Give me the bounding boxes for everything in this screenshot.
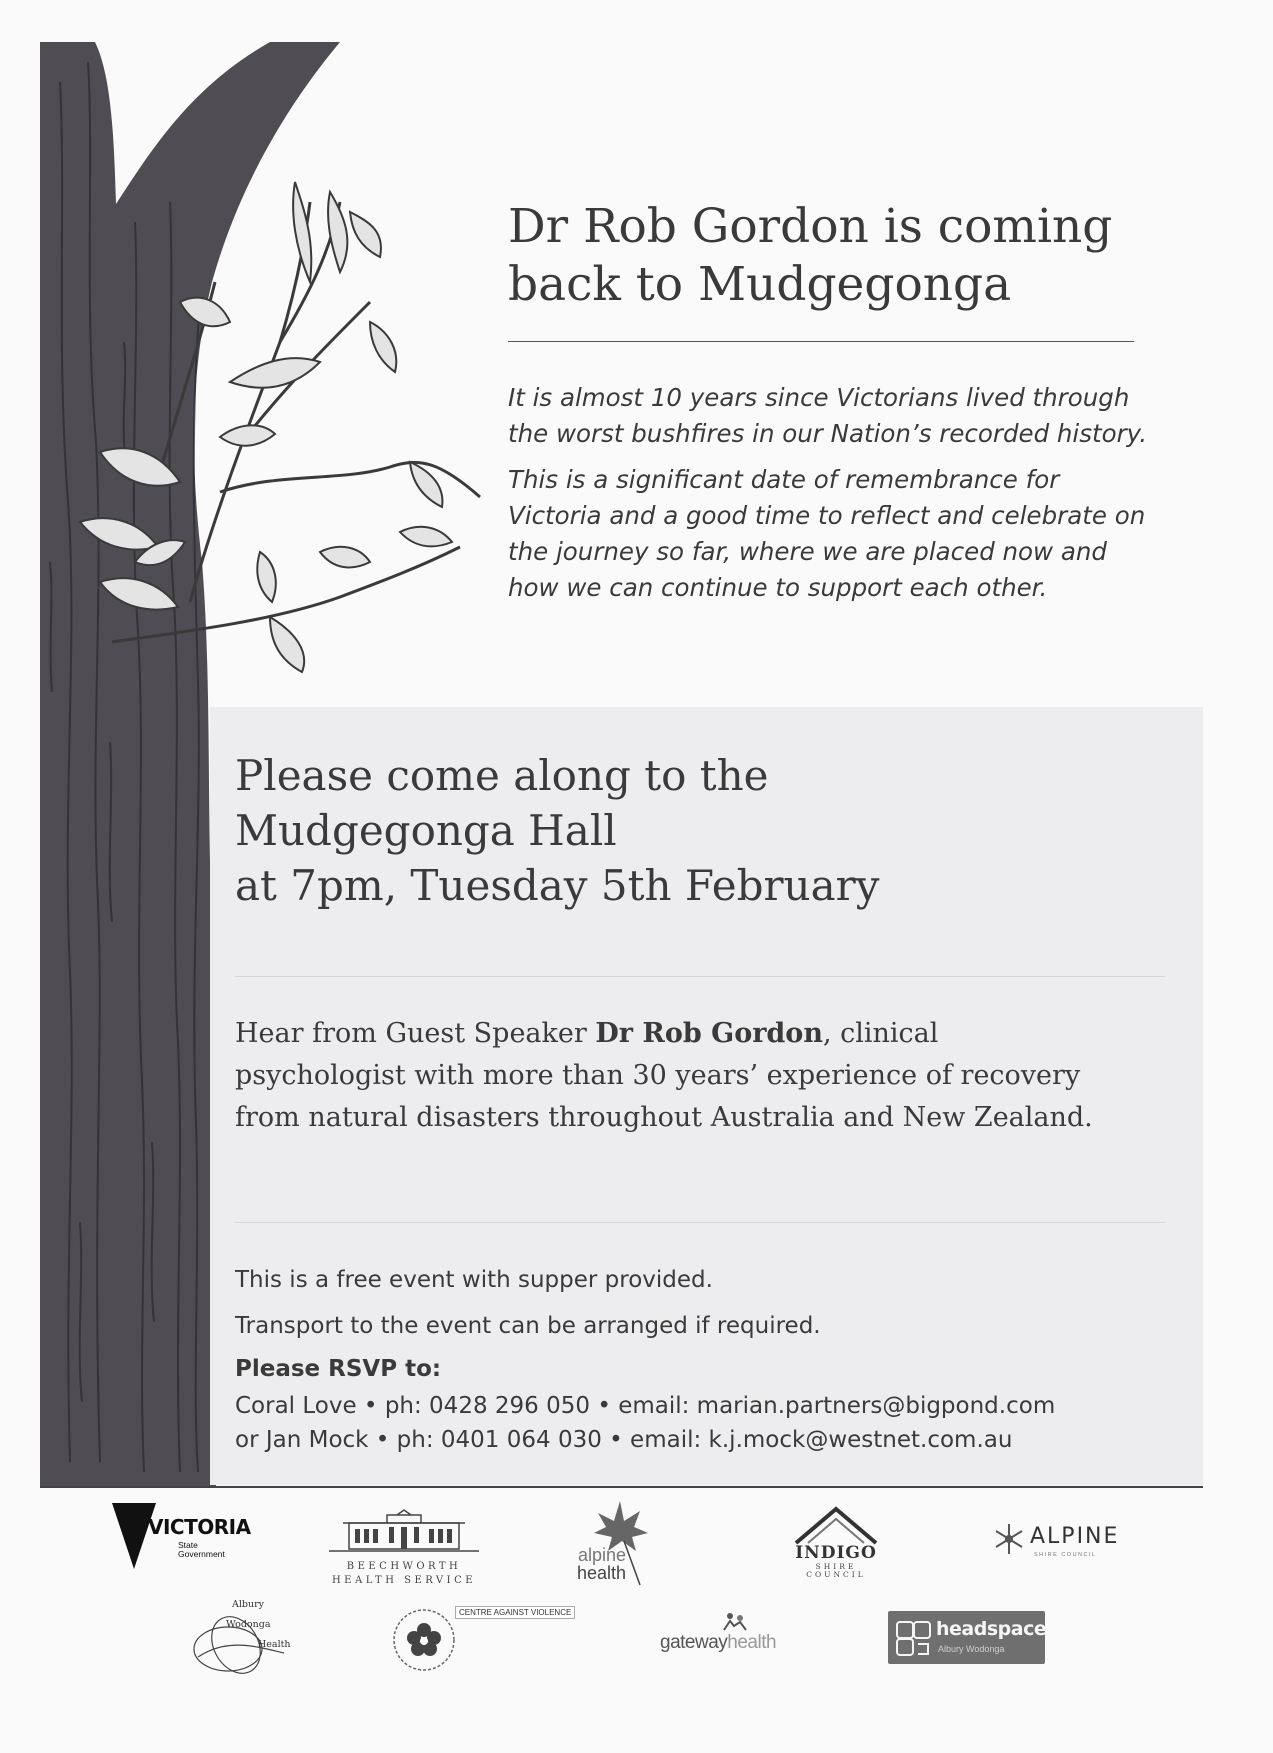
alpine-health-logo <box>568 1493 678 1588</box>
title-divider <box>508 341 1134 342</box>
alpine-subtitle: SHIRE COUNCIL <box>1034 1552 1097 1558</box>
title-line-1: Dr Rob Gordon is coming <box>508 199 1113 254</box>
alpine-wordmark: ALPINE <box>1030 1524 1120 1549</box>
alpine-health-line-2: health <box>577 1563 627 1583</box>
indigo-shire-council-logo <box>788 1505 884 1585</box>
flower-seal-icon <box>390 1598 462 1680</box>
awh-word-albury: Albury <box>232 1599 265 1610</box>
invitation-heading <box>235 748 995 913</box>
beechworth-name <box>318 1560 490 1588</box>
invitation-line-3: at 7pm, Tuesday 5th February <box>235 861 880 910</box>
speaker-description: , clinical psychologist with more than 30 years’ experience of recovery from natural disasters throughout Australia and New Zealand. <box>235 1018 1093 1133</box>
panel-divider-2 <box>235 1222 1165 1223</box>
building-icon <box>329 1509 479 1553</box>
rsvp-label: Please RSVP to: <box>235 1356 442 1382</box>
speaker-paragraph <box>235 1013 1115 1139</box>
intro-paragraph-1: It is almost 10 years since Victorians lived through the worst bushfires in our Nation’s recorded history. <box>508 383 1148 448</box>
beechworth-health-service-logo <box>318 1509 490 1589</box>
indigo-subtitle <box>788 1563 884 1579</box>
speaker-name: Dr Rob Gordon <box>595 1018 823 1049</box>
gateway-word-part-2: health <box>727 1632 777 1653</box>
headspace-mark-icon <box>894 1618 934 1658</box>
panel-divider-1 <box>235 976 1165 977</box>
victoria-state-government-logo <box>112 1503 251 1575</box>
awh-word-health: Health <box>258 1639 291 1650</box>
victoria-wordmark: VICTORIA <box>148 1515 251 1539</box>
intro-text <box>508 380 1148 616</box>
victoria-subtitle <box>178 1541 225 1559</box>
indigo-sub-council: COUNCIL <box>806 1570 866 1579</box>
invitation-line-1: Please come along to the <box>235 751 769 800</box>
transport-note: Transport to the event can be arranged if required. <box>235 1313 821 1339</box>
invitation-line-2: Mudgegonga Hall <box>235 806 617 855</box>
contact-coral-love: Coral Love • ph: 0428 296 050 • email: marian.partners@bigpond.com <box>235 1393 1056 1419</box>
gateway-wordmark <box>660 1632 776 1654</box>
page-title <box>508 198 1148 314</box>
contact-jan-mock: or Jan Mock • ph: 0401 064 030 • email: k.j.mock@westnet.com.au <box>235 1427 1013 1453</box>
snowflake-icon <box>992 1522 1026 1556</box>
beechworth-line-1: BEECHWORTH <box>346 1561 462 1572</box>
victoria-sub-government: Government <box>178 1549 225 1559</box>
indigo-sub-shire: SHIRE <box>815 1562 857 1571</box>
footer-divider <box>40 1486 1203 1488</box>
speaker-prefix: Hear from Guest Speaker <box>235 1018 596 1049</box>
title-line-2: back to Mudgegonga <box>508 257 1012 312</box>
gateway-health-logo <box>660 1612 790 1662</box>
alpine-shire-council-logo <box>988 1520 1138 1560</box>
victoria-sub-state: State <box>178 1540 198 1550</box>
headspace-wordmark: headspace <box>936 1618 1047 1640</box>
indigo-wordmark: INDIGO <box>795 1543 877 1563</box>
cav-name: CENTRE AGAINST VIOLENCE <box>455 1606 575 1619</box>
free-event-note: This is a free event with supper provided. <box>235 1267 713 1293</box>
centre-against-violence-logo <box>390 1598 590 1686</box>
headspace-subtitle: Albury Wodonga <box>938 1644 1005 1654</box>
gateway-word-part-1: gateway <box>660 1632 728 1653</box>
awh-word-wodonga: Wodonga <box>226 1619 271 1630</box>
albury-wodonga-health-logo <box>188 1597 308 1683</box>
beechworth-line-2: HEALTH SERVICE <box>331 1575 477 1586</box>
intro-paragraph-2: This is a significant date of remembrance for Victoria and a good time to reflect and celebrate on the journey so far, where we are placed now and how we can continue to support each other. <box>508 465 1146 602</box>
alpine-health-line-1: alpine <box>578 1545 627 1565</box>
roof-icon <box>788 1505 884 1545</box>
people-icon <box>720 1612 750 1632</box>
headspace-logo <box>888 1611 1045 1664</box>
event-details <box>235 1257 1165 1457</box>
